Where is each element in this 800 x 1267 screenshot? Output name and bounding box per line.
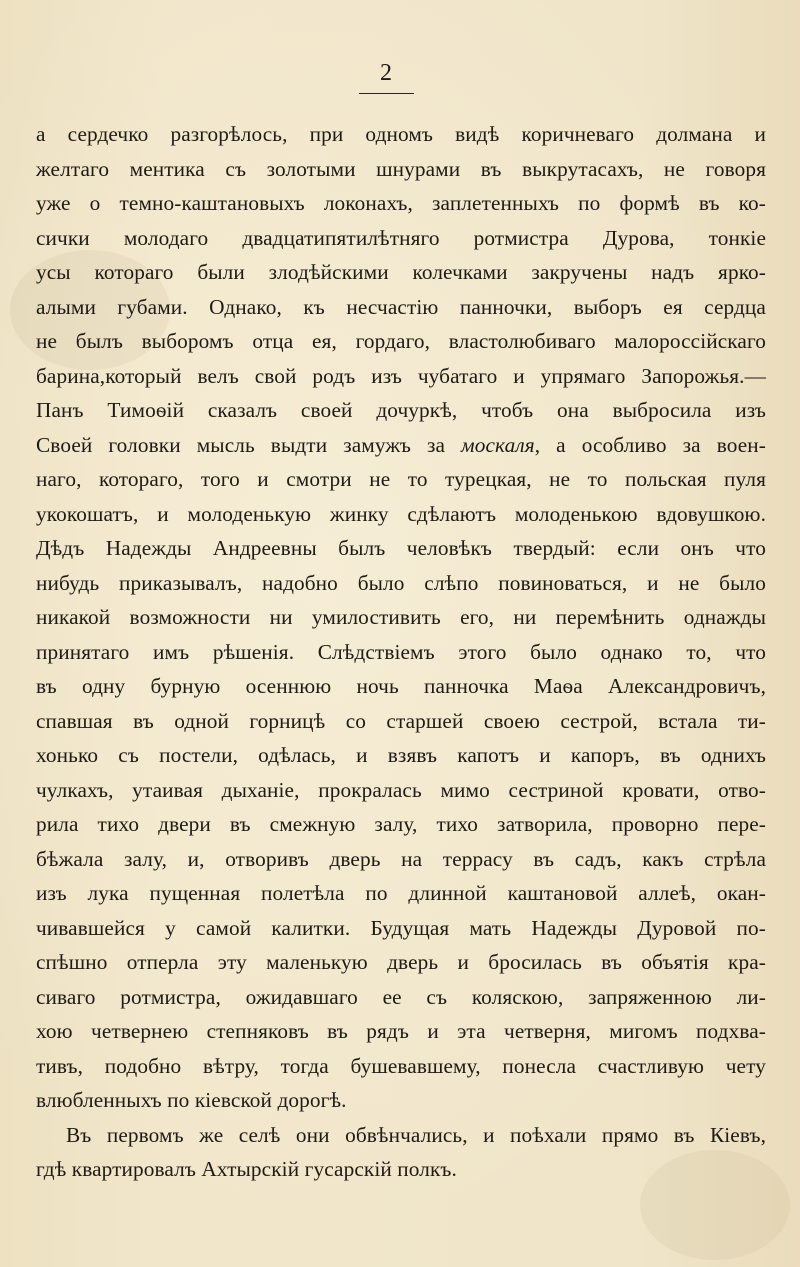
text-line: Панъ Тимоѳій сказалъ своей дочуркѣ, чтобъ она выбросила изъ bbox=[36, 398, 766, 422]
text-line: сиваго ротмистра, ожидавшаго ее съ коляскою, запряженною ли- bbox=[36, 984, 766, 1009]
text-line: барина,который велъ свой родъ изъ чубатаго и упрямаго Запорожья.— bbox=[36, 363, 766, 388]
text-line: въ одну бурную осеннюю ночь панночка Маѳа Александровичъ, bbox=[36, 674, 766, 698]
body-text bbox=[36, 117, 766, 1187]
paragraph-end-line: гдѣ квартировалъ Ахтырскій гусарскій полкъ. bbox=[36, 1157, 457, 1181]
text-line: усы котораго были злодѣйскими колечками закручены надъ ярко- bbox=[36, 260, 766, 284]
text-line: рила тихо двери въ смежную залу, тихо затворила, проворно пере- bbox=[36, 812, 766, 836]
text-line: не былъ выборомъ отца ея, гордаго, властолюбиваго малороссійскаго bbox=[36, 329, 766, 353]
text-line: наго, котораго, того и смотри не то турецкая, не то польская пуля bbox=[36, 467, 766, 491]
paragraph-start-line: Въ первомъ же селѣ они обвѣнчались, и поѣхали прямо въ Кіевъ, bbox=[66, 1122, 766, 1147]
page-number: 2 bbox=[380, 60, 392, 86]
text-segment: , а особливо за воен- bbox=[534, 432, 766, 457]
page-number-rule bbox=[359, 93, 414, 94]
text-line: изъ лука пущенная полетѣла по длинной каштановой аллеѣ, окан- bbox=[36, 881, 766, 905]
text-line: чивавшейся у самой калитки. Будущая мать Надежды Дуровой по- bbox=[36, 915, 766, 940]
text-line-with-italic bbox=[36, 428, 766, 463]
text-line: нибудь приказывалъ, надобно было слѣпо повиноваться, и не было bbox=[36, 570, 766, 595]
text-line: Дѣдъ Надежды Андреевны былъ человѣкъ твердый: если онъ что bbox=[36, 536, 766, 560]
text-line: желтаго ментика съ золотыми шнурами въ выкрутасахъ, не говоря bbox=[36, 156, 766, 181]
text-line: чулкахъ, утаивая дыханіе, прокралась мимо сестриной кровати, отво- bbox=[36, 777, 766, 802]
paragraph-end-line: влюбленныхъ по кіевской дорогѣ. bbox=[36, 1088, 347, 1112]
text-line: хонько съ постели, одѣлась, и взявъ капотъ и капоръ, въ однихъ bbox=[36, 743, 766, 767]
text-line: а сердечко разгорѣлось, при одномъ видѣ коричневаго долмана и bbox=[36, 122, 766, 146]
text-line: тивъ, подобно вѣтру, тогда бушевавшему, понесла счастливую чету bbox=[36, 1053, 766, 1078]
text-segment: Своей головки мысль выдти замужъ за bbox=[36, 432, 462, 457]
text-line: бѣжала залу, и, отворивъ дверь на террасу въ садъ, какъ стрѣла bbox=[36, 846, 766, 871]
text-line: спавшая въ одной горницѣ со старшей своею сестрой, встала ти- bbox=[36, 708, 766, 733]
text-line: хою четвернею степняковъ въ рядъ и эта четверня, мигомъ подхва- bbox=[36, 1019, 766, 1043]
text-line: принятаго имъ рѣшенія. Слѣдствіемъ этого было однако то, что bbox=[36, 639, 766, 664]
text-line: уже о темно-каштановыхъ локонахъ, заплетенныхъ по формѣ въ ко- bbox=[36, 191, 766, 215]
text-line: алыми губами. Однако, къ несчастію панночки, выборъ ея сердца bbox=[36, 294, 766, 319]
text-line: сички молодаго двадцатипятилѣтняго ротмистра Дурова, тонкіе bbox=[36, 225, 766, 250]
italic-word: москаля bbox=[461, 432, 535, 457]
text-line: спѣшно отперла эту маленькую дверь и бросилась въ объятія кра- bbox=[36, 950, 766, 974]
text-line: укокошатъ, и молоденькую жинку сдѣлаютъ молоденькою вдовушкою. bbox=[36, 501, 766, 526]
text-line: никакой возможности ни умилостивить его, ни перемѣнить однажды bbox=[36, 605, 766, 629]
